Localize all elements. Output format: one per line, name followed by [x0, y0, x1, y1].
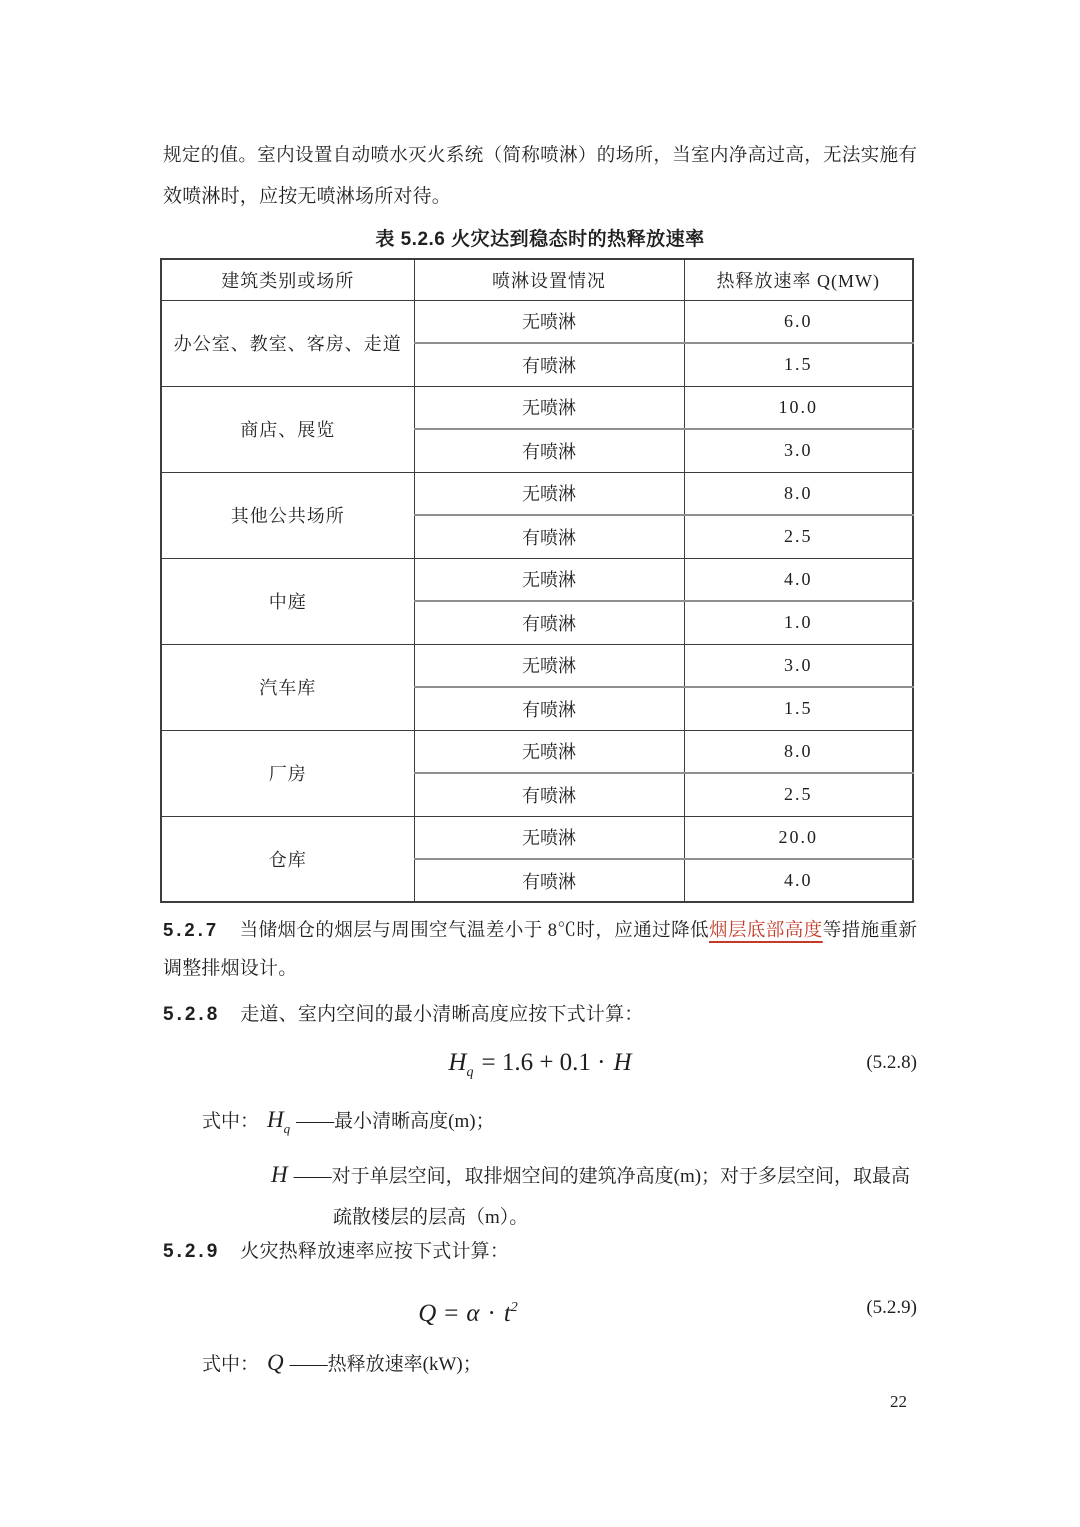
table-row: [161, 730, 913, 773]
where-description: ——对于单层空间，取排烟空间的建筑净高度(m)；对于多层空间，取最高: [293, 1166, 911, 1187]
section-number: 5.2.8: [163, 1004, 221, 1025]
where-clause-h: [163, 1159, 963, 1193]
intro-paragraph-line-1: 规定的值。室内设置自动喷水灭火系统（简称喷淋）的场所，当室内净高过高，无法实施有: [163, 146, 917, 166]
where-label: 式中：: [202, 1111, 260, 1132]
formula-variable: t: [503, 1300, 511, 1327]
intro-paragraph-line-2: 效喷淋时，应按无喷淋场所对待。: [163, 186, 452, 207]
value-cell: 1.5: [684, 687, 913, 730]
table-row: [161, 816, 913, 859]
table-row: [161, 472, 913, 515]
formula-operator: =: [444, 1300, 459, 1327]
section-number: 5.2.7: [163, 919, 220, 940]
formula-5-2-9: [163, 1290, 917, 1332]
sprinkler-cell: 无喷淋: [414, 644, 684, 687]
sprinkler-cell: 无喷淋: [414, 386, 684, 429]
formula-subscript: q: [466, 1065, 474, 1080]
section-5-2-7-line-2: 调整排烟设计。: [163, 958, 298, 979]
value-cell: 8.0: [684, 472, 913, 515]
where-label: 式中：: [202, 1354, 260, 1375]
header-cell-hrr: 热释放速率 Q(MW): [684, 259, 913, 300]
value-cell: 1.5: [684, 343, 913, 386]
sprinkler-cell: 有喷淋: [414, 429, 684, 472]
category-cell: 仓库: [161, 816, 414, 902]
table-row: [161, 644, 913, 687]
section-text: 火灾热释放速率应按下式计算：: [240, 1241, 510, 1262]
sprinkler-cell: 无喷淋: [414, 472, 684, 515]
section-text: 当储烟仓的烟层与周围空气温差小于 8℃时，应通过降低: [239, 921, 710, 941]
sprinkler-cell: 无喷淋: [414, 730, 684, 773]
category-cell: 其他公共场所: [161, 472, 414, 558]
header-cell-category: 建筑类别或场所: [161, 259, 414, 300]
value-cell: 2.5: [684, 515, 913, 558]
value-cell: 3.0: [684, 644, 913, 687]
sprinkler-cell: 无喷淋: [414, 816, 684, 859]
table-header-row: [161, 259, 913, 300]
sprinkler-cell: 有喷淋: [414, 601, 684, 644]
sprinkler-cell: 有喷淋: [414, 343, 684, 386]
where-clause-q: [163, 1347, 917, 1381]
value-cell: 3.0: [684, 429, 913, 472]
section-number: 5.2.9: [163, 1241, 221, 1262]
formula-variable: α: [466, 1300, 480, 1327]
where-variable: Q: [267, 1350, 284, 1375]
formula-variable: H: [448, 1049, 467, 1076]
category-cell: 厂房: [161, 730, 414, 816]
sprinkler-cell: 无喷淋: [414, 300, 684, 343]
value-cell: 2.5: [684, 773, 913, 816]
where-variable: $H_q$: [267, 1107, 291, 1136]
table-title: 表 5.2.6 火灾达到稳态时的热释放速率: [375, 229, 705, 250]
section-text: 走道、室内空间的最小清晰高度应按下式计算：: [240, 1004, 644, 1025]
sprinkler-cell: 无喷淋: [414, 558, 684, 601]
equation-number: (5.2.9): [866, 1297, 917, 1318]
category-cell: 中庭: [161, 558, 414, 644]
table-row: [161, 386, 913, 429]
formula-operator: = 1.6 + 0.1 ·: [481, 1049, 606, 1076]
formula-5-2-8: [163, 1045, 917, 1091]
value-cell: 4.0: [684, 859, 913, 902]
formula-superscript: 2: [510, 1300, 518, 1315]
formula-body: [418, 1290, 518, 1332]
category-cell: 商店、展览: [161, 386, 414, 472]
header-cell-sprinkler: 喷淋设置情况: [414, 259, 684, 300]
page-number: 22: [890, 1392, 907, 1411]
value-cell: 8.0: [684, 730, 913, 773]
section-text: 等措施重新: [822, 921, 917, 941]
table-row: [161, 300, 913, 343]
value-cell: 6.0: [684, 300, 913, 343]
where-clause-hq: [163, 1104, 917, 1145]
hrr-table: [160, 258, 914, 903]
formula-variable: H: [613, 1049, 632, 1076]
where-variable-subscript: q: [283, 1121, 291, 1136]
formula-variable: Q: [418, 1300, 437, 1327]
value-cell: 1.0: [684, 601, 913, 644]
category-cell: 汽车库: [161, 644, 414, 730]
highlighted-term: 烟层底部高度: [709, 921, 823, 941]
where-clause-h-continued: 疏散楼层的层高（m）。: [333, 1207, 529, 1228]
sprinkler-cell: 有喷淋: [414, 859, 684, 902]
value-cell: 10.0: [684, 386, 913, 429]
where-description: ——热释放速率(kW)；: [289, 1354, 482, 1375]
equation-number: (5.2.8): [866, 1052, 917, 1073]
hrr-table-container: [160, 258, 914, 903]
value-cell: 4.0: [684, 558, 913, 601]
where-description: ——最小清晰高度(m)；: [296, 1111, 495, 1132]
value-cell: 20.0: [684, 816, 913, 859]
sprinkler-cell: 有喷淋: [414, 687, 684, 730]
section-5-2-7-line-1: [163, 917, 917, 944]
sprinkler-cell: 有喷淋: [414, 515, 684, 558]
category-cell: 办公室、教室、客房、走道: [161, 300, 414, 386]
where-variable: H: [271, 1162, 288, 1187]
section-5-2-8-heading: [163, 1002, 917, 1028]
section-5-2-9-heading: [163, 1239, 917, 1265]
formula-operator: ·: [487, 1300, 496, 1327]
sprinkler-cell: 有喷淋: [414, 773, 684, 816]
table-row: [161, 558, 913, 601]
